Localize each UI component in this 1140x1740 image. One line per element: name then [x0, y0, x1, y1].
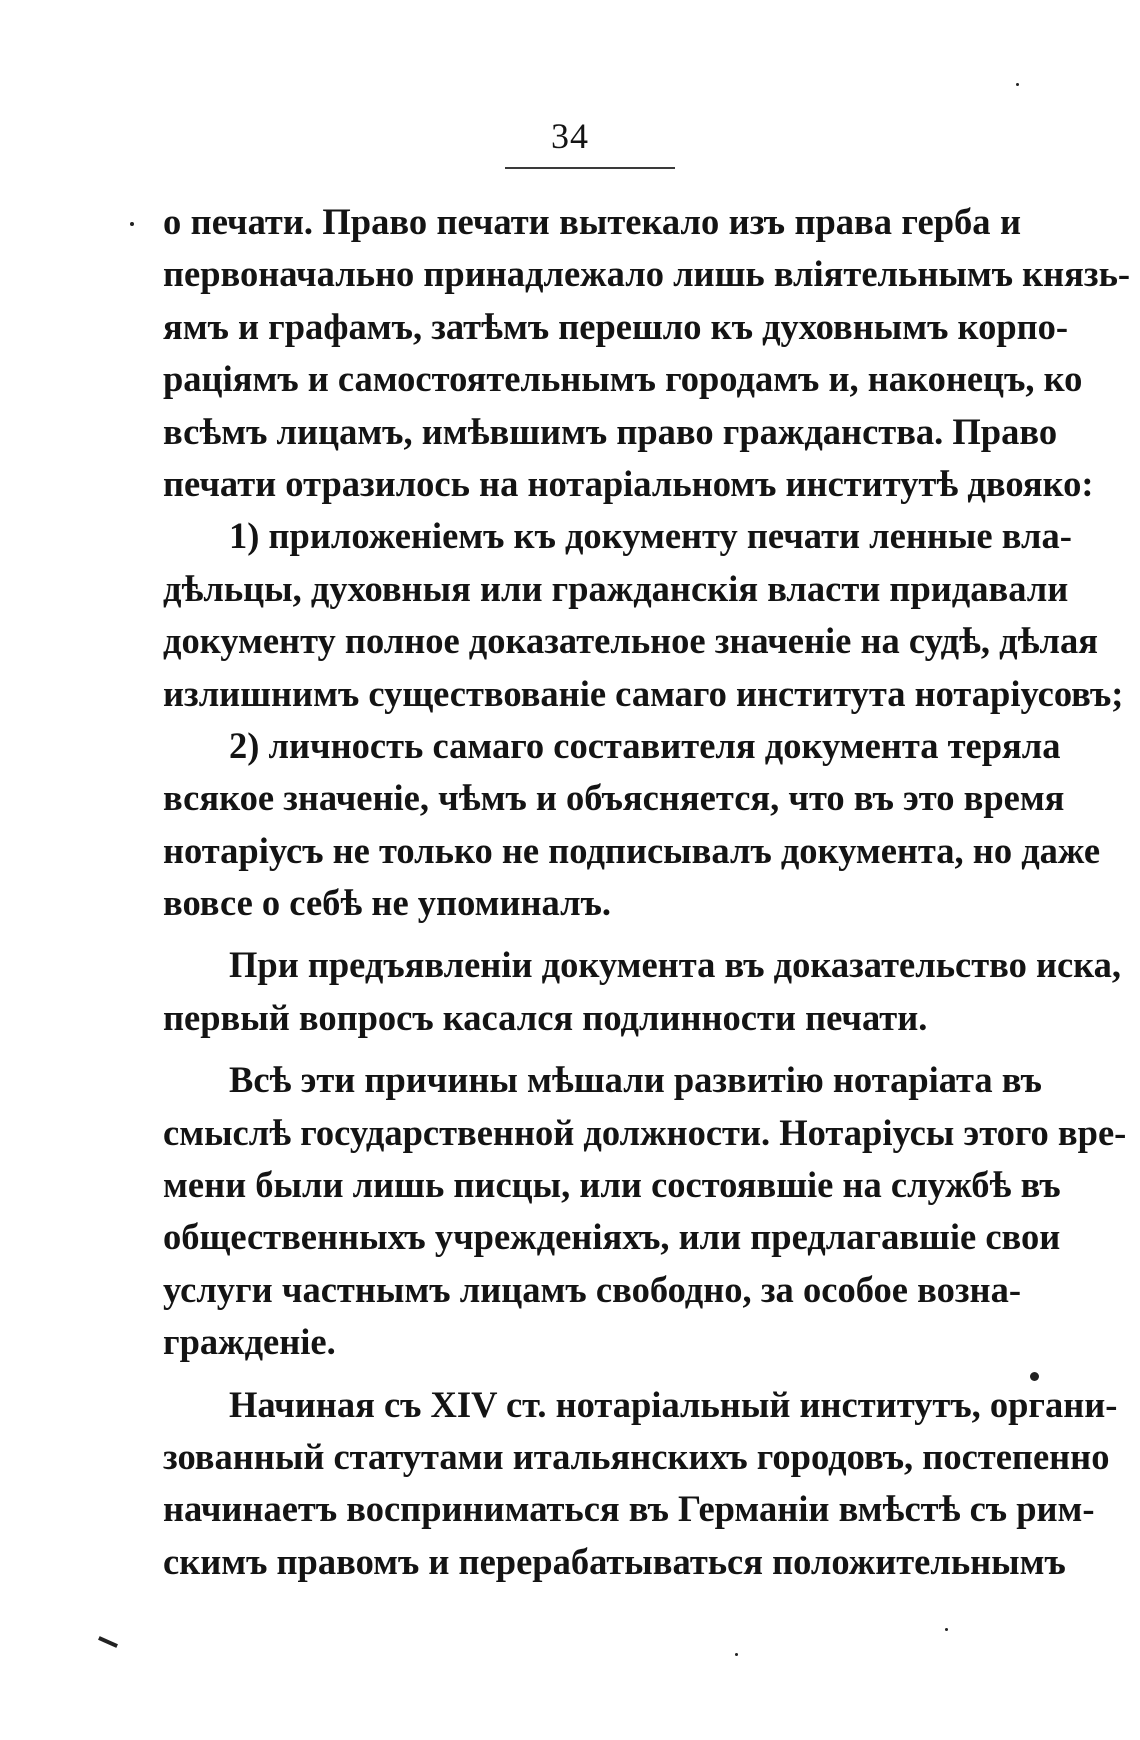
text-line: вовсе о себѣ не упоминалъ.: [163, 882, 611, 924]
header-rule: [505, 167, 675, 169]
text-line: 2) личность самаго составителя документа теряла: [229, 724, 1061, 766]
text-line: печати отразилось на нотаріальномъ институтѣ двояко:: [163, 462, 1094, 504]
scan-speck: [1030, 1372, 1039, 1381]
scan-speck: [735, 1653, 738, 1656]
text-line: скимъ правомъ и перерабатываться положительнымъ: [163, 1540, 1066, 1582]
scan-speck: [1016, 83, 1019, 86]
scan-speck: [130, 222, 134, 226]
body-text: [163, 196, 1131, 1588]
text-line: ямъ и графамъ, затѣмъ перешло къ духовнымъ корпо-: [163, 305, 1069, 347]
text-line: нотаріусъ не только не подписывалъ документа, но даже: [163, 829, 1101, 871]
scan-mark: [98, 1636, 118, 1648]
text-line: первый вопросъ касался подлинности печати.: [163, 996, 928, 1038]
text-line: 1) приложеніемъ къ документу печати ленные вла-: [229, 515, 1072, 557]
paragraph-gap: [163, 1369, 1021, 1379]
text-line: начинаетъ восприниматься въ Германіи вмѣстѣ съ рим-: [163, 1488, 1095, 1530]
page-number: 34: [551, 116, 589, 156]
scan-speck: [945, 1628, 948, 1631]
text-line: мени были лишь писцы, или состоявшіе на службѣ въ: [163, 1164, 1061, 1206]
text-line: Всѣ эти причины мѣшали развитію нотаріата въ: [229, 1059, 1042, 1101]
text-line: зованный статутами итальянскихъ городовъ, постепенно: [163, 1435, 1110, 1477]
text-line: смыслѣ государственной должности. Нотаріусы этого вре-: [163, 1111, 1127, 1153]
text-line: Начиная съ XIV ст. нотаріальный институтъ, органи-: [229, 1383, 1118, 1425]
text-line: При предъявленіи документа въ доказательство иска,: [229, 944, 1122, 986]
paragraph-gap: [163, 1044, 1021, 1054]
text-line: всѣмъ лицамъ, имѣвшимъ право гражданства. Право: [163, 410, 1058, 452]
text-line: документу полное доказательное значеніе на судѣ, дѣлая: [163, 620, 1099, 662]
text-line: гражденіе.: [163, 1321, 336, 1363]
text-line: всякое значеніе, чѣмъ и объясняется, что въ это время: [163, 777, 1065, 819]
text-line: о печати. Право печати вытекало изъ права герба и: [163, 201, 1021, 242]
text-line: услуги частнымъ лицамъ свободно, за особое возна-: [163, 1268, 1021, 1310]
text-line: излишнимъ существованіе самаго института нотаріусовъ;: [163, 672, 1124, 714]
text-line: первоначально принадлежало лишь вліятельнымъ князь-: [163, 253, 1131, 295]
text-line: раціямъ и самостоятельнымъ городамъ и, наконецъ, ко: [163, 358, 1083, 400]
text-line: дѣльцы, духовныя или гражданскія власти придавали: [163, 567, 1069, 609]
paragraph-gap: [163, 929, 1021, 939]
text-line: общественныхъ учрежденіяхъ, или предлагавшіе свои: [163, 1216, 1061, 1258]
